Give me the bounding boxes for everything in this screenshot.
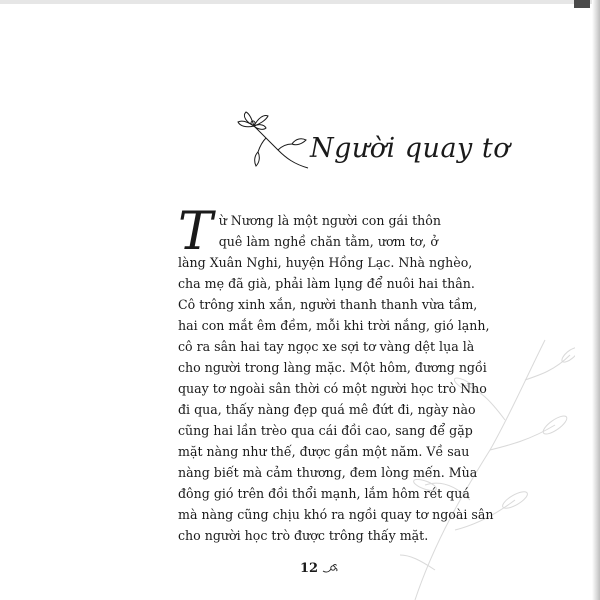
text-line: mà nàng cũng chịu khó ra ngồi quay tơ ngoài sân [178,507,494,522]
text-line: nàng biết mà cảm thương, đem lòng mến. Mùa [178,465,478,480]
text-line: cô ra sân hai tay ngọc xe sợi tơ vàng dệt lụa là [178,339,475,354]
text-line: cũng hai lần trèo qua cái đồi cao, sang để gặp [178,423,473,438]
text-line: Cô trông xinh xắn, người thanh thanh vừa tầm, [178,297,478,312]
page-number: 12 [300,561,319,576]
text-line: cha mẹ đã già, phải làm lụng để nuôi hai thân. [178,276,475,291]
chapter-title: Người quay tơ [310,133,510,164]
text-line: cho người trong làng mặc. Một hôm, đương ngồi [178,360,487,375]
text-line: mặt nàng như thế, được gần một năm. Về sau [178,444,470,459]
page-top-edge [0,0,600,4]
text-line: quay tơ ngoài sân thời có một người học trò Nho [178,381,487,396]
text-line: hai con mắt êm đềm, mỗi khi trời nắng, gió lạnh, [178,318,490,333]
text-line: làng Xuân Nghi, huyện Hồng Lạc. Nhà nghèo, [178,255,473,270]
page-spine-shadow [592,0,600,600]
text-line: ừ Nương là một người con gái thôn [218,213,441,228]
text-line: đông gió trên đồi thổi mạnh, lắm hôm rét quá [178,486,470,501]
flower-ornament-icon [322,563,338,575]
text-line: đi qua, thấy nàng đẹp quá mê đứt đi, ngày nào [178,402,476,417]
story-paragraph [178,202,494,546]
text-line: quê làm nghề chăn tằm, ươm tơ, ở [218,234,438,249]
title-flower-icon [236,108,316,172]
page-footer [300,561,338,576]
drop-cap: T [178,202,213,262]
text-line: cho người học trò được trông thấy mặt. [178,528,429,543]
corner-mark [574,0,590,8]
